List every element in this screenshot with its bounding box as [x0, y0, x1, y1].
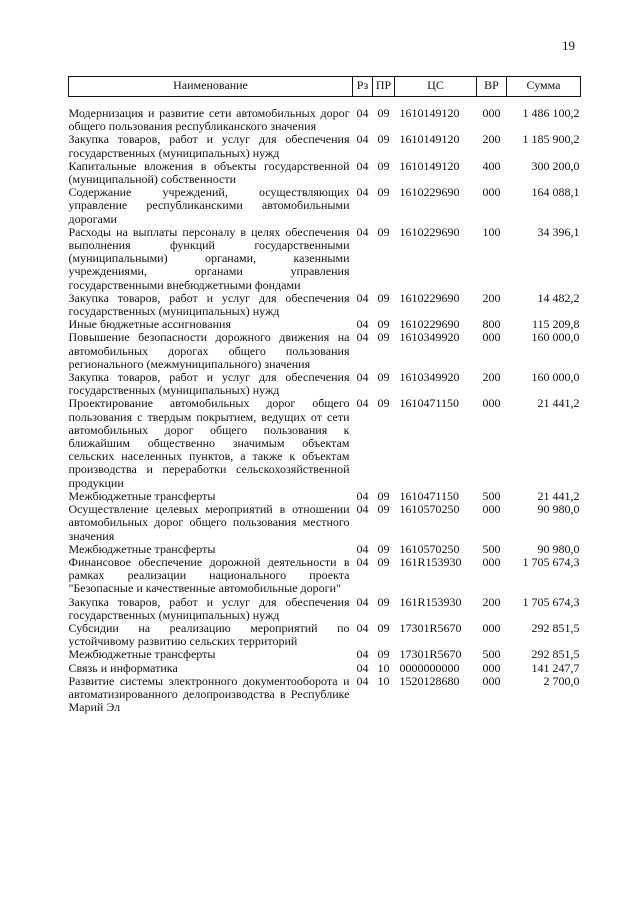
cell-vr: 000	[482, 554, 501, 569]
cell-rz: 04	[356, 224, 369, 239]
table-row	[69, 543, 581, 556]
cell-cs: 1610570250	[399, 541, 460, 556]
cell-sum: 141 247,7	[531, 660, 580, 675]
cell-rz: 04	[356, 502, 369, 517]
header-cs: ЦС	[395, 77, 477, 97]
cell-rz: 04	[356, 185, 369, 200]
cell-pr: 09	[377, 594, 390, 609]
cell-cs: 1610349920	[399, 330, 460, 345]
cell-name: Проектирование автомобильных дорог общего пользования с твердым покрытием, ведущих от сети автомобильных дорог общего пользования к ближайшим общественно значимым объектам сельских населенных пунктов, а также к объектам производства и переработки сельскохозяйственной продукции	[68, 396, 350, 490]
cell-sum: 164 088,1	[531, 185, 580, 200]
table-row	[69, 503, 581, 543]
cell-name: Капитальные вложения в объекты государственной (муниципальной) собственности	[68, 158, 350, 187]
table-row	[69, 160, 581, 186]
cell-pr: 09	[377, 647, 390, 662]
cell-name: Развитие системы электронного документооборота и автоматизированного делопроизводства в Республике Марий Эл	[68, 673, 350, 715]
table-row	[69, 97, 581, 134]
table-row	[69, 292, 581, 318]
cell-rz: 04	[356, 317, 369, 332]
cell-pr: 09	[377, 396, 390, 411]
cell-sum: 34 396,1	[537, 224, 580, 239]
cell-sum: 14 482,2	[537, 290, 580, 305]
cell-vr: 000	[482, 502, 501, 517]
cell-name: Связь и информатика	[68, 660, 178, 675]
table-row	[69, 596, 581, 622]
table-body	[69, 97, 581, 715]
cell-sum: 1 486 100,2	[522, 106, 580, 120]
cell-cs: 1610570250	[399, 502, 460, 517]
cell-sum: 1 705 674,3	[522, 554, 580, 569]
cell-vr: 000	[482, 660, 501, 675]
header-name: Наименование	[69, 77, 353, 97]
cell-rz: 04	[356, 554, 369, 569]
cell-name: Расходы на выплаты персоналу в целях обеспечения выполнения функций государственными (муниципальными) органами, казенными учреждениями, органами управления государственными внебюджетными фондами	[68, 224, 350, 292]
cell-name: Закупка товаров, работ и услуг для обеспечения государственных (муниципальных) нужд	[68, 132, 350, 160]
table-row	[69, 397, 581, 489]
cell-pr: 09	[377, 224, 390, 239]
cell-vr: 200	[482, 132, 501, 147]
cell-pr: 09	[377, 106, 390, 120]
cell-vr: 000	[482, 673, 501, 688]
table-row	[69, 622, 581, 648]
cell-rz: 04	[356, 541, 369, 556]
cell-vr: 400	[482, 158, 501, 173]
table-row	[69, 648, 581, 661]
table-header	[69, 77, 581, 97]
cell-name: Закупка товаров, работ и услуг для обеспечения государственных (муниципальных) нужд	[68, 594, 350, 622]
cell-cs: 161R153930	[399, 554, 462, 569]
cell-sum: 115 209,8	[531, 317, 580, 332]
cell-cs: 0000000000	[399, 660, 460, 675]
budget-table	[68, 76, 581, 714]
cell-cs: 1610349920	[399, 370, 460, 385]
cell-sum: 292 851,5	[531, 647, 580, 662]
header-sum: Сумма	[507, 77, 581, 97]
table-row	[69, 226, 581, 292]
cell-pr: 09	[377, 502, 390, 517]
page-number: 19	[562, 38, 575, 53]
cell-vr: 000	[482, 185, 501, 200]
cell-cs: 1610149120	[399, 106, 460, 120]
cell-rz: 04	[356, 620, 369, 635]
cell-rz: 04	[356, 647, 369, 662]
cell-pr: 09	[377, 317, 390, 332]
cell-cs: 1610149120	[399, 132, 460, 147]
cell-rz: 04	[356, 488, 369, 503]
cell-cs: 17301R5670	[399, 620, 462, 635]
cell-vr: 500	[482, 647, 501, 662]
cell-name: Межбюджетные трансферты	[68, 541, 216, 556]
table-row	[69, 556, 581, 596]
cell-cs: 1610229690	[399, 185, 460, 200]
cell-sum: 160 000,0	[531, 330, 580, 345]
cell-sum: 90 980,0	[537, 502, 580, 517]
cell-sum: 21 441,2	[537, 488, 580, 503]
cell-pr: 09	[377, 488, 390, 503]
cell-rz: 04	[356, 594, 369, 609]
header-rz: Рз	[353, 77, 373, 97]
cell-name: Финансовое обеспечение дорожной деятельности в рамках реализации национального проекта "Безопасные и качественные автомобильные дороги"	[68, 554, 350, 596]
cell-pr: 09	[377, 554, 390, 569]
cell-cs: 1610471150	[399, 396, 460, 411]
cell-pr: 09	[377, 370, 390, 385]
cell-pr: 09	[377, 290, 390, 305]
cell-vr: 000	[482, 330, 501, 345]
table-row	[69, 675, 581, 715]
cell-vr: 500	[482, 488, 501, 503]
cell-vr: 500	[482, 541, 501, 556]
table-row	[69, 371, 581, 397]
cell-pr: 10	[377, 660, 390, 675]
cell-name: Закупка товаров, работ и услуг для обеспечения государственных (муниципальных) нужд	[68, 370, 350, 398]
cell-vr: 800	[482, 317, 501, 332]
cell-name: Модернизация и развитие сети автомобильных дорог общего пользования республиканского значения	[68, 106, 350, 134]
cell-name: Межбюджетные трансферты	[68, 488, 216, 503]
cell-vr: 000	[482, 106, 501, 120]
cell-pr: 10	[377, 673, 390, 688]
cell-cs: 1610229690	[399, 224, 460, 239]
cell-vr: 200	[482, 594, 501, 609]
table-row	[69, 331, 581, 371]
cell-cs: 1610149120	[399, 158, 460, 173]
cell-sum: 2 700,0	[543, 673, 580, 688]
header-vr: ВР	[477, 77, 507, 97]
cell-vr: 000	[482, 396, 501, 411]
cell-cs: 1610229690	[399, 290, 460, 305]
cell-pr: 09	[377, 330, 390, 345]
cell-pr: 09	[377, 185, 390, 200]
cell-vr: 000	[482, 620, 501, 635]
cell-sum: 1 185 900,2	[522, 132, 580, 147]
cell-cs: 17301R5670	[399, 647, 462, 662]
table-row	[69, 186, 581, 226]
cell-name: Субсидии на реализацию мероприятий по устойчивому развитию сельских территорий	[68, 620, 350, 649]
cell-rz: 04	[356, 158, 369, 173]
cell-rz: 04	[356, 106, 369, 120]
cell-rz: 04	[356, 396, 369, 411]
cell-name: Повышение безопасности дорожного движения на автомобильных дорогах общего пользования регионального (межмуниципального) значения	[68, 330, 350, 371]
cell-cs: 1610471150	[399, 488, 460, 503]
cell-pr: 09	[377, 158, 390, 173]
cell-name: Межбюджетные трансферты	[68, 647, 216, 662]
cell-sum: 21 441,2	[537, 396, 580, 411]
header-pr: ПР	[373, 77, 395, 97]
table-row	[69, 133, 581, 159]
cell-name: Иные бюджетные ассигнования	[68, 317, 231, 332]
cell-sum: 90 980,0	[537, 541, 580, 556]
cell-pr: 09	[377, 132, 390, 147]
cell-rz: 04	[356, 370, 369, 385]
cell-sum: 292 851,5	[531, 620, 580, 635]
cell-cs: 1520128680	[399, 673, 460, 688]
cell-vr: 200	[482, 290, 501, 305]
cell-name: Содержание учреждений, осуществляющих управление республиканскими автомобильными дорогами	[68, 185, 350, 226]
cell-rz: 04	[356, 290, 369, 305]
cell-rz: 04	[356, 132, 369, 147]
cell-sum: 160 000,0	[531, 370, 580, 385]
cell-cs: 161R153930	[399, 594, 462, 609]
cell-rz: 04	[356, 330, 369, 345]
cell-name: Осуществление целевых мероприятий в отношении автомобильных дорог общего пользования местного значения	[68, 502, 350, 543]
cell-rz: 04	[356, 673, 369, 688]
cell-name: Закупка товаров, работ и услуг для обеспечения государственных (муниципальных) нужд	[68, 290, 350, 319]
cell-pr: 09	[377, 620, 390, 635]
cell-pr: 09	[377, 541, 390, 556]
cell-sum: 1 705 674,3	[522, 594, 580, 609]
cell-vr: 200	[482, 370, 501, 385]
cell-vr: 100	[482, 224, 501, 239]
cell-cs: 1610229690	[399, 317, 460, 332]
cell-rz: 04	[356, 660, 369, 675]
table-row	[69, 662, 581, 675]
cell-sum: 300 200,0	[531, 158, 580, 173]
